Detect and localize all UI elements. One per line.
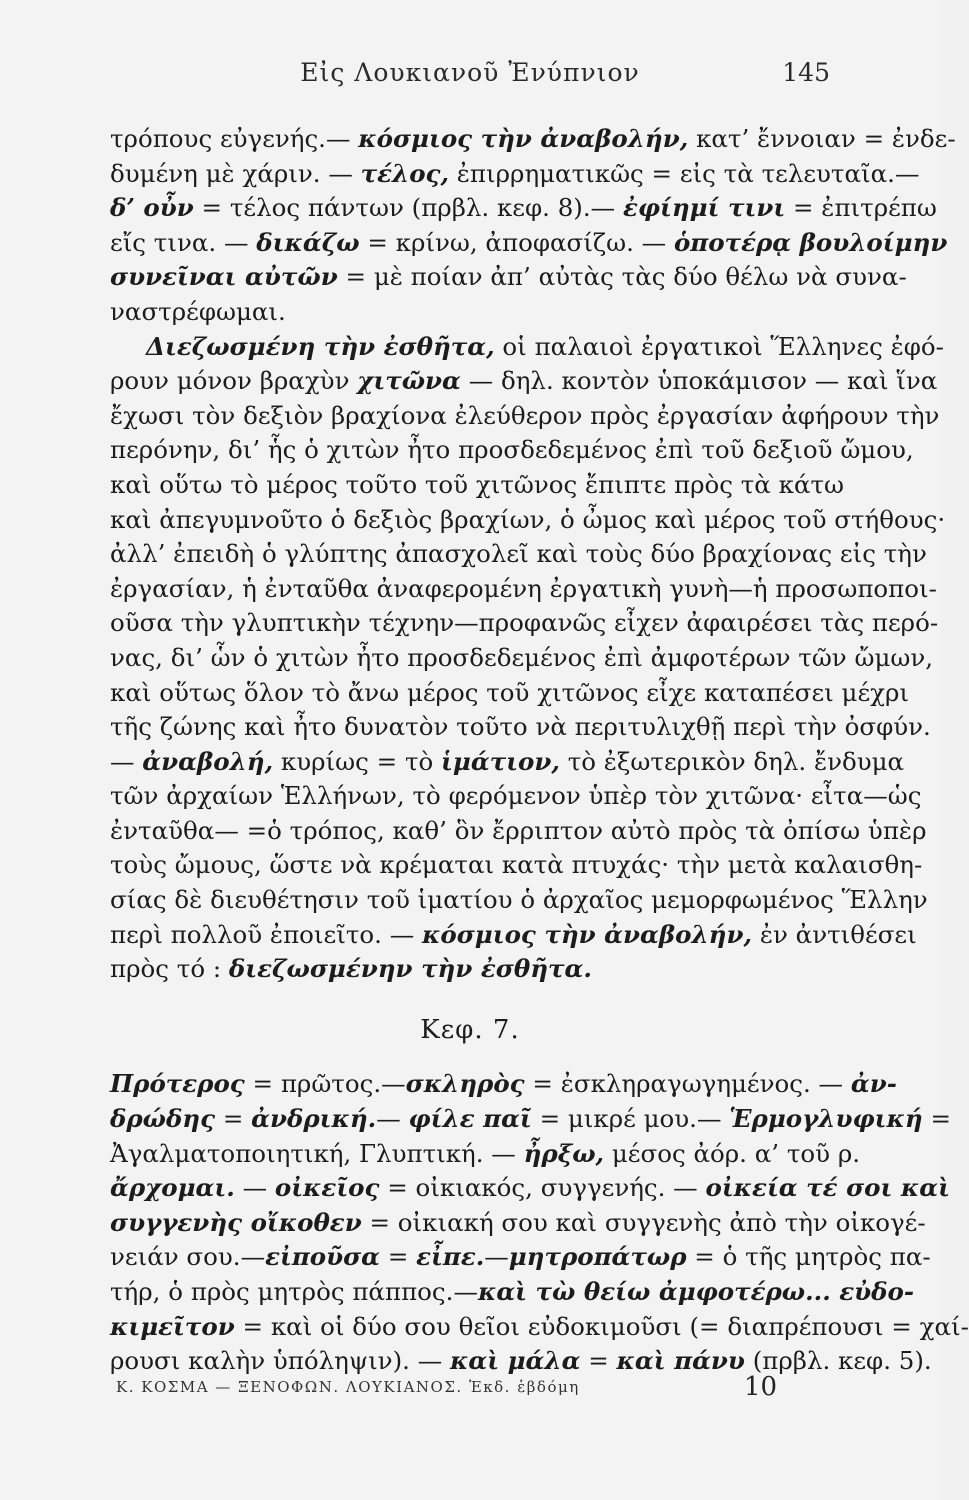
signature-number: 10 (744, 1372, 778, 1402)
text-line: τῶν ἀρχαίων Ἑλλήνων, τὸ φερόμενον ὑπὲρ τὸν χιτῶνα· εἶτα—ὡς (110, 781, 922, 811)
text-line: καὶ οὕτως ὅλον τὸ ἄνω μέρος τοῦ χιτῶνος εἶχε καταπέσει μέχρι (110, 677, 910, 707)
text-line: Ἀγαλματοποιητική, Γλυπτική. — ἦρξω, μέσος ἀόρ. α’ τοῦ ρ. (110, 1138, 861, 1168)
printer-signature: Κ. ΚΟΣΜΑ — ΞΕΝΟΦΩΝ. ΛΟΥΚΙΑΝΟΣ. Ἐκδ. ἑβδόμη (116, 1378, 580, 1396)
text-line: ἄρχομαι. — οἰκεῖος = οἰκιακός, συγγενής. — οἰκεία τέ σοι καὶ (110, 1173, 950, 1203)
running-head: Εἰς Λουκιανοῦ Ἐνύπνιον (300, 58, 640, 87)
text-line: δρώδης = ἀνδρική.— φίλε παῖ = μικρέ μου.— Ἑρμογλυφική = (110, 1104, 951, 1134)
text-line: Πρότερος = πρῶτος.—σκληρὸς = ἐσκληραγωγημένος. — ἀν- (110, 1069, 897, 1099)
text-line: κιμεῖτον = καὶ οἱ δύο σου θεῖοι εὐδοκιμοῦσι (= διαπρέπουσι = χαί- (110, 1311, 969, 1341)
text-line: νειάν σου.—εἰποῦσα = εἶπε.—μητροπάτωρ = ὁ τῆς μητρὸς πα- (110, 1242, 931, 1272)
text-line: — ἀναβολή, κυρίως = τὸ ἱμάτιον, τὸ ἐξωτερικὸν δηλ. ἔνδυμα (110, 746, 905, 776)
text-line: τῆς ζώνης καὶ ἦτο δυνατὸν τοῦτο νὰ περιτυλιχθῇ περὶ τὴν ὀσφύν. (110, 712, 931, 742)
page-body (110, 122, 969, 1379)
text-line: σίας δὲ διευθέτησιν τοῦ ἱματίου ὁ ἀρχαῖος μεμορφωμένος Ἕλλην (110, 885, 928, 915)
text-line: οῦσα τὴν γλυπτικὴν τέχνην—προφανῶς εἶχεν ἀφαιρέσει τὰς περό- (110, 608, 939, 638)
commentary-block-1 (110, 122, 956, 330)
page-header (110, 58, 830, 98)
text-line: ἐργασίαν, ἡ ἐνταῦθα ἀναφερομένη ἐργατικὴ γυνὴ—ἡ προσωποποι- (110, 573, 937, 603)
text-line: καὶ οὕτω τὸ μέρος τοῦτο τοῦ χιτῶνος ἔπιπτε πρὸς τὰ κάτω (110, 469, 845, 499)
text-line: καὶ ἀπεγυμνοῦτο ὁ δεξιὸς βραχίων, ὁ ὦμος καὶ μέρος τοῦ στήθους· (110, 504, 946, 534)
text-line: πρὸς τό : διεζωσμένην τὴν ἐσθῆτα. (110, 954, 592, 984)
text-line: ναστρέφωμαι. (110, 296, 286, 326)
page-footer (116, 1372, 836, 1408)
text-line: τοὺς ὤμους, ὥστε νὰ κρέμαται κατὰ πτυχάς· τὴν μετὰ καλαισθη- (110, 850, 923, 880)
text-line: περὶ πολλοῦ ἐποιεῖτο. — κόσμιος τὴν ἀναβολήν, ἐν ἀντιθέσει (110, 919, 917, 949)
text-line: συγγενὴς οἴκοθεν = οἰκιακή σου καὶ συγγενὴς ἀπὸ τὴν οἰκογέ- (110, 1207, 926, 1237)
text-line: ἀλλ’ ἐπειδὴ ὁ γλύπτης ἀπασχολεῖ καὶ τοὺς δύο βραχίονας εἰς τὴν (110, 539, 927, 569)
text-line: ἐνταῦθα— =ὁ τρόπος, καθ’ ὃν ἔρριπτον αὐτὸ πρὸς τὰ ὀπίσω ὑπὲρ (110, 815, 927, 845)
text-line: Διεζωσμένη τὴν ἐσθῆτα, οἱ παλαιοὶ ἐργατικοὶ Ἕλληνες ἐφό- (146, 331, 944, 361)
text-line: περόνην, δι’ ἧς ὁ χιτὼν ἦτο προσδεδεμένος ἐπὶ τοῦ δεξιοῦ ὤμου, (110, 435, 914, 465)
commentary-block-3 (110, 1067, 969, 1378)
text-line: ἔχωσι τὸν δεξιὸν βραχίονα ἐλεύθερον πρὸς ἐργασίαν ἀφήρουν τὴν (110, 400, 940, 430)
text-line: τήρ, ὁ πρὸς μητρὸς πάππος.—καὶ τὼ θείω ἀμφοτέρω... εὐδο- (110, 1277, 915, 1306)
text-line: τρόπους εὐγενής.— κόσμιος τὴν ἀναβολήν, κατ’ ἔννοιαν = ἐνδε- (110, 124, 956, 153)
text-line: ρουσι καλὴν ὑπόληψιν). — καὶ μάλα = καὶ πάνυ (πρβλ. κεφ. 5). (110, 1346, 932, 1376)
commentary-block-2 (110, 330, 946, 987)
text-line: νας, δι’ ὧν ὁ χιτὼν ἦτο προσδεδεμένος ἐπὶ ἀμφοτέρων τῶν ὤμων, (110, 642, 934, 672)
text-line: εἴς τινα. — δικάζω = κρίνω, ἀποφασίζω. — ὁποτέρᾳ βουλοίμην (110, 227, 948, 257)
text-line: δ’ οὖν = τέλος πάντων (πρβλ. κεφ. 8).— ἐφίημί τινι = ἐπιτρέπω (110, 193, 937, 223)
text-line: συνεῖναι αὐτῶν = μὲ ποίαν ἀπ’ αὐτὰς τὰς δύο θέλω νὰ συνα- (110, 262, 907, 292)
text-line: ρουν μόνον βραχὺν χιτῶνα — δηλ. κοντὸν ὑποκάμισον — καὶ ἵνα (110, 366, 938, 396)
chapter-heading: Κεφ. 7. (420, 1014, 520, 1045)
text-line: δυμένη μὲ χάριν. — τέλος, ἐπιρρηματικῶς = εἰς τὰ τελευταῖα.— (110, 158, 920, 188)
page-number: 145 (782, 58, 830, 87)
